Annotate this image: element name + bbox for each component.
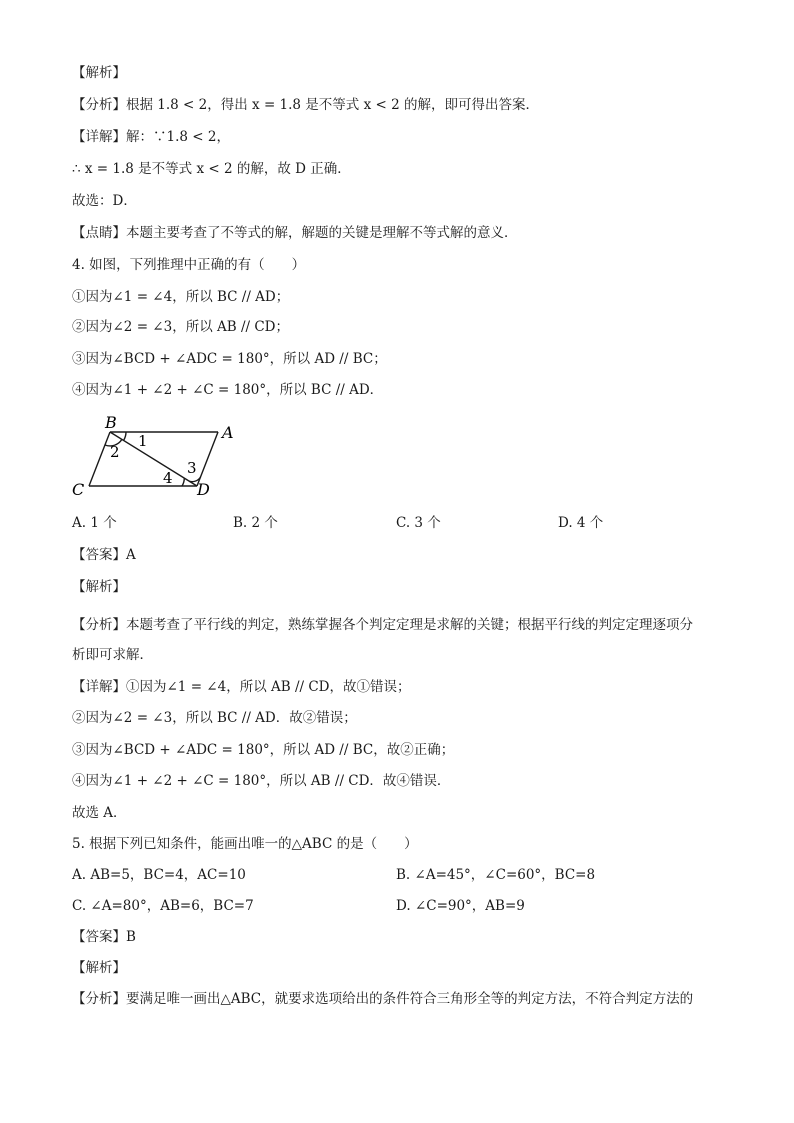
q4-item-3: ③因为∠BCD + ∠ADC = 180°，所以 AD // BC； (72, 351, 387, 367)
q5-option-d: D. ∠C=90°，AB=9 (396, 898, 525, 914)
q4-answer: 【答案】A (72, 547, 136, 563)
q4-figure (60, 408, 250, 500)
q5-stem: 5. 根据下列已知条件，能画出唯一的△ABC 的是（ ） (72, 836, 418, 852)
q4-option-d: D. 4 个 (558, 515, 604, 531)
q5-options-row-1 (72, 866, 732, 884)
q4-analysis-line-2: 析即可求解． (72, 647, 153, 663)
q4-detail-1: 【详解】①因为∠1 = ∠4，所以 AB // CD，故①错误； (72, 679, 411, 695)
q4-stem: 4. 如图，下列推理中正确的有（ ） (72, 257, 306, 273)
q3-choice: 故选：D． (72, 193, 137, 209)
q3-therefore: ∴ x = 1.8 是不等式 x < 2 的解，故 D 正确． (72, 161, 351, 177)
vertex-B-label: B (105, 413, 117, 432)
q4-detail-2: ②因为∠2 = ∠3，所以 BC // AD．故②错误； (72, 710, 357, 726)
q3-comment: 【点睛】本题主要考查了不等式的解，解题的关键是理解不等式解的意义． (72, 225, 518, 241)
q3-analysis: 【分析】根据 1.8 < 2，得出 x = 1.8 是不等式 x < 2 的解，即可得出答案． (72, 97, 539, 113)
q4-option-c: C. 3 个 (396, 515, 441, 531)
segment-BC (89, 432, 110, 486)
q5-jiexi-heading: 【解析】 (72, 960, 126, 976)
q5-analysis: 【分析】要满足唯一画出△ABC，就要求选项给出的条件符合三角形全等的判定方法，不符合判定方法的 (72, 991, 694, 1007)
angle-3-label: 3 (187, 459, 197, 477)
angle-2-label: 2 (110, 443, 120, 461)
angle-4-label: 4 (163, 469, 173, 487)
q4-analysis-line-1: 【分析】本题考查了平行线的判定，熟练掌握各个判定定理是求解的关键；根据平行线的判定定理逐项分 (72, 617, 693, 633)
q4-option-a: A. 1 个 (72, 515, 117, 531)
q4-item-1: ①因为∠1 = ∠4，所以 BC // AD； (72, 289, 290, 305)
q4-detail-3: ③因为∠BCD + ∠ADC = 180°，所以 AD // BC，故②正确； (72, 742, 455, 758)
q5-answer: 【答案】B (72, 929, 136, 945)
arc-angle-1 (124, 432, 126, 440)
q4-options (72, 514, 732, 532)
q4-detail-4: ④因为∠1 + ∠2 + ∠C = 180°，所以 AB // CD．故④错误． (72, 773, 451, 789)
q5-option-b: B. ∠A=45°，∠C=60°，BC=8 (396, 867, 596, 883)
q5-option-c: C. ∠A=80°，AB=6，BC=7 (72, 898, 254, 914)
q5-option-a: A. AB=5，BC=4，AC=10 (72, 867, 246, 883)
segment-BD (110, 432, 197, 486)
q4-choice: 故选 A． (72, 805, 127, 821)
arc-angle-4 (182, 478, 184, 486)
q4-option-b: B. 2 个 (233, 515, 278, 531)
vertex-D-label: D (197, 480, 210, 499)
q3-detail: 【详解】解：∵1.8 < 2， (72, 129, 230, 145)
angle-1-label: 1 (138, 432, 148, 450)
q4-item-4: ④因为∠1 + ∠2 + ∠C = 180°，所以 BC // AD． (72, 382, 384, 398)
vertex-A-label: A (222, 423, 234, 442)
q4-item-2: ②因为∠2 = ∠3，所以 AB // CD； (72, 319, 289, 335)
q4-jiexi-heading: 【解析】 (72, 579, 126, 595)
vertex-C-label: C (72, 480, 85, 499)
q5-options-row-2 (72, 897, 732, 915)
q3-jiexi-heading: 【解析】 (72, 65, 126, 81)
